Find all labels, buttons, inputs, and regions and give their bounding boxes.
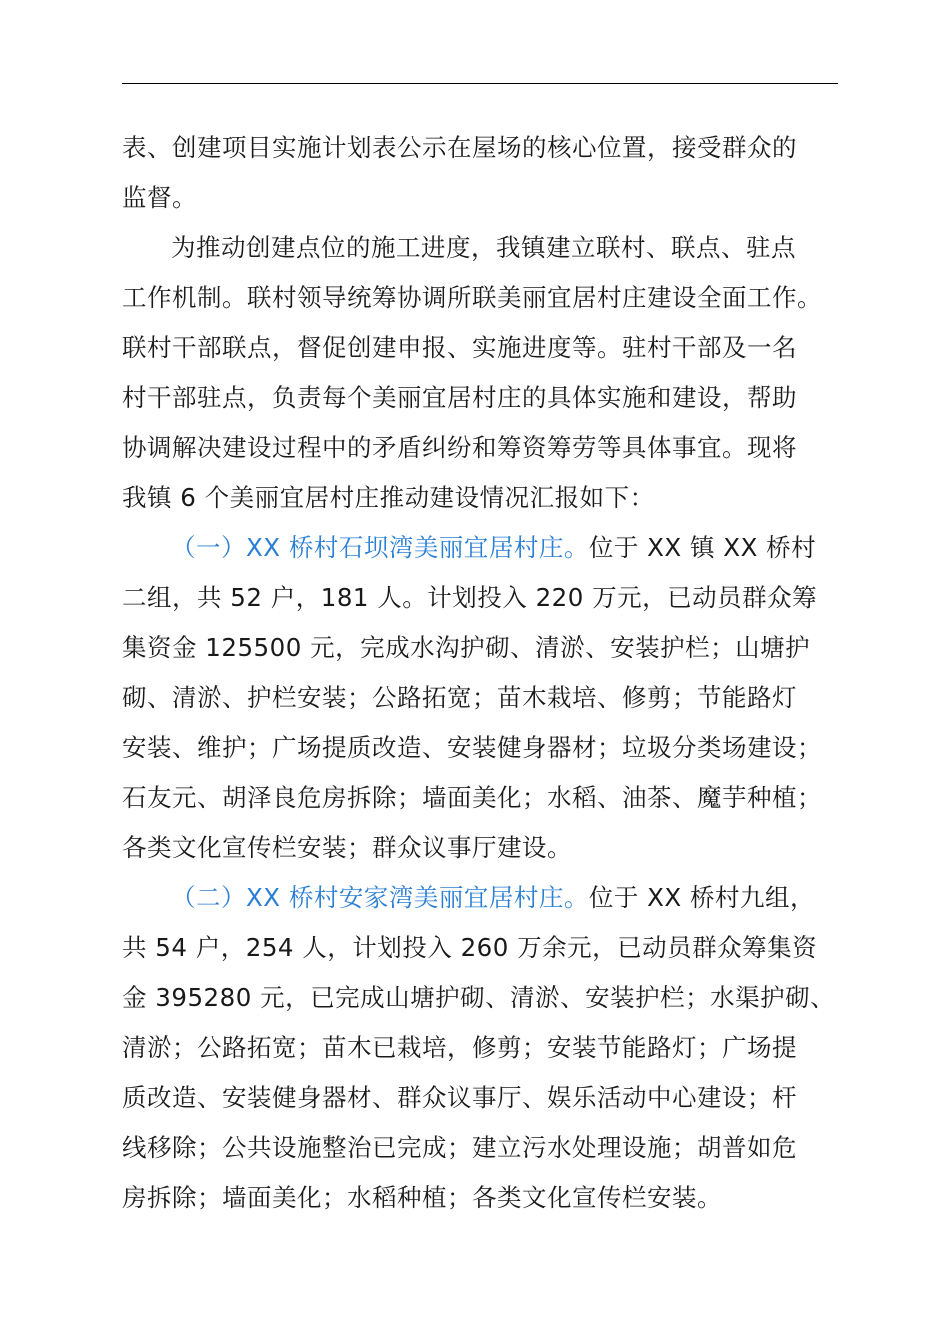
paragraph-start-line: 为推动创建点位的施工进度，我镇建立联村、联点、驻点 xyxy=(171,233,796,262)
text-line: 线移除；公共设施整治已完成；建立污水处理设施；胡普如危 xyxy=(122,1133,797,1162)
text-line: 集资金 125500 元，完成水沟护砌、清淤、安装护栏；山塘护 xyxy=(122,633,811,662)
text-line: 各类文化宣传栏安装；群众议事厅建设。 xyxy=(122,833,572,862)
text-line: 金 395280 元，已完成山塘护砌、清淤、安装护栏；水渠护砌、 xyxy=(122,983,836,1012)
section-2-first-line: （二）XX 桥村安家湾美丽宜居村庄。位于 XX 桥村九组， xyxy=(171,883,816,912)
text-line: 表、创建项目实施计划表公示在屋场的核心位置，接受群众的 xyxy=(122,133,797,162)
text-line: 监督。 xyxy=(122,183,197,212)
text-line: 共 54 户，254 人，计划投入 260 万余元，已动员群众筹集资 xyxy=(122,933,818,962)
section-1-first-line: （一）XX 桥村石坝湾美丽宜居村庄。位于 XX 镇 XX 桥村 xyxy=(171,533,817,562)
text-line: 质改造、安装健身器材、群众议事厅、娱乐活动中心建设；杆 xyxy=(122,1083,797,1112)
section-heading: （二）XX 桥村安家湾美丽宜居村庄。 xyxy=(171,883,589,912)
text-line: 工作机制。联村领导统筹协调所联美丽宜居村庄建设全面工作。 xyxy=(122,283,822,312)
header-rule xyxy=(122,83,838,84)
section-heading: （一）XX 桥村石坝湾美丽宜居村庄。 xyxy=(171,533,589,562)
text-line: 清淤；公路拓宽；苗木已栽培，修剪；安装节能路灯；广场提 xyxy=(122,1033,797,1062)
text-line: 石友元、胡泽良危房拆除；墙面美化；水稻、油茶、魔芋种植； xyxy=(122,783,822,812)
text-line: 协调解决建设过程中的矛盾纠纷和筹资筹劳等具体事宜。现将 xyxy=(122,433,797,462)
text-line: 砌、清淤、护栏安装；公路拓宽；苗木栽培、修剪；节能路灯 xyxy=(122,683,797,712)
text-line: 我镇 6 个美丽宜居村庄推动建设情况汇报如下： xyxy=(122,483,655,512)
text-line: 二组，共 52 户，181 人。计划投入 220 万元，已动员群众筹 xyxy=(122,583,818,612)
text-line: 房拆除；墙面美化；水稻种植；各类文化宣传栏安装。 xyxy=(122,1183,722,1212)
text-line: 联村干部联点，督促创建申报、实施进度等。驻村干部及一名 xyxy=(122,333,797,362)
text-line: 安装、维护；广场提质改造、安装健身器材；垃圾分类场建设； xyxy=(122,733,822,762)
text-line: 村干部驻点，负责每个美丽宜居村庄的具体实施和建设，帮助 xyxy=(122,383,797,412)
